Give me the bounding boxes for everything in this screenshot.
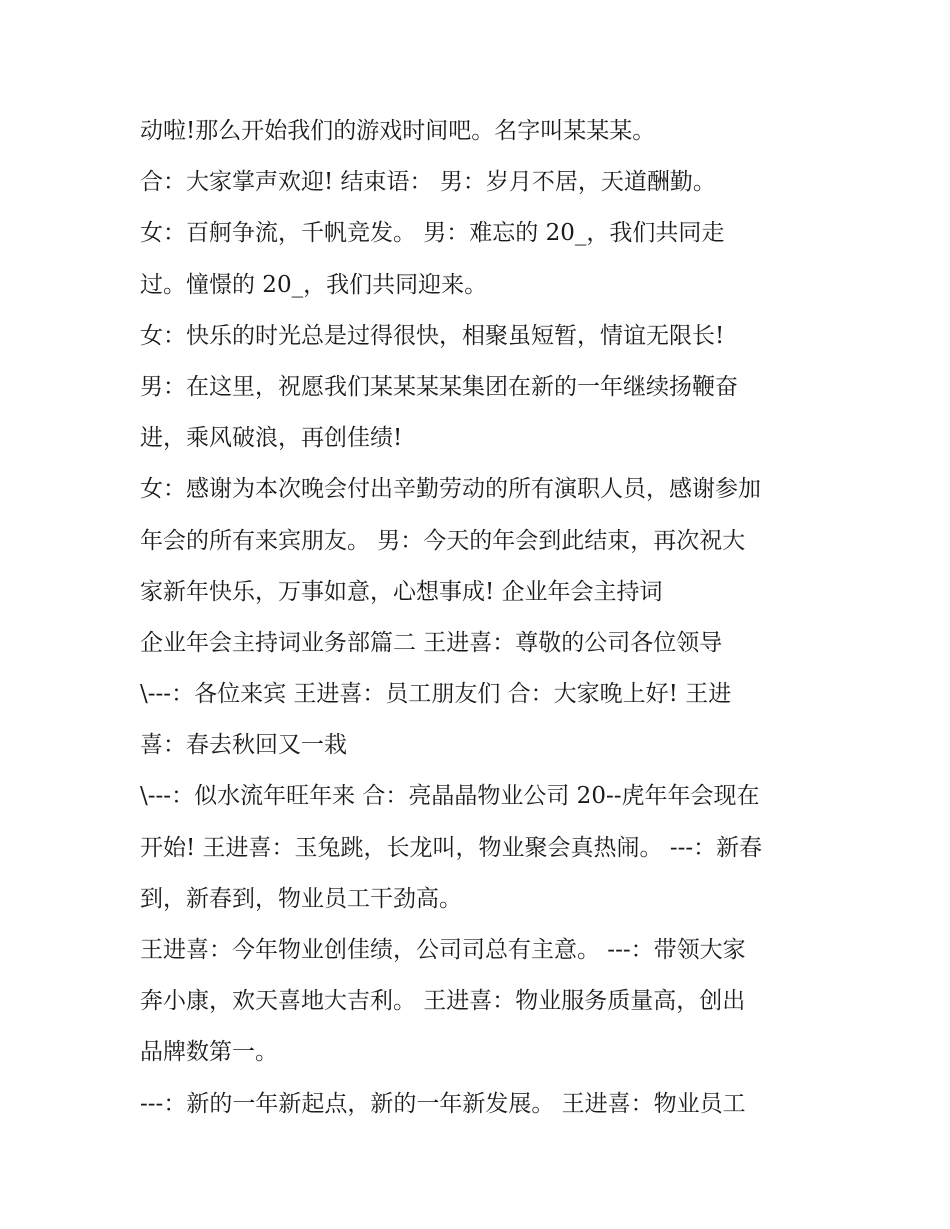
text-line: ---：新的一年新起点，新的一年新发展。 王进喜：物业员工 <box>140 1090 746 1117</box>
text-line: 奔小康，欢天喜地大吉利。 王进喜：物业服务质量高，创出 <box>140 988 746 1015</box>
text-line: 开始! 王进喜：玉兔跳，长龙叫，物业聚会真热闹。 ---：新春 <box>140 834 763 861</box>
text-line: 女：百舸争流，千帆竞发。 男：难忘的 20_，我们共同走 <box>140 220 725 247</box>
text-line: \---：各位来宾 王进喜：员工朋友们 合：大家晚上好! 王进 <box>140 681 732 708</box>
text-line: 过。憧憬的 20_，我们共同迎来。 <box>140 271 488 298</box>
text-line: 王进喜：今年物业创佳绩，公司司总有主意。 ---：带领大家 <box>140 937 746 963</box>
text-line: \---：似水流年旺年来 合：亮晶晶物业公司 20--虎年年会现在 <box>140 783 760 810</box>
text-line: 品牌数第一。 <box>140 1039 278 1066</box>
text-line: 年会的所有来宾朋友。 男：今天的年会到此结束，再次祝大 <box>140 527 746 554</box>
text-line: 企业年会主持词业务部篇二 王进喜：尊敬的公司各位领导 <box>140 629 723 656</box>
text-line: 到，新春到，物业员工干劲高。 <box>140 885 462 912</box>
document-body <box>140 106 830 1130</box>
text-line: 男：在这里，祝愿我们某某某某集团在新的一年继续扬鞭奋 <box>140 373 738 400</box>
text-line: 动啦!那么开始我们的游戏时间吧。名字叫某某某。 <box>140 118 656 144</box>
text-line: 女：快乐的时光总是过得很快，相聚虽短暂，情谊无限长! <box>140 322 725 349</box>
text-line: 进，乘风破浪，再创佳绩! <box>140 425 403 452</box>
text-line: 喜：春去秋回又一栽 <box>140 732 347 759</box>
text-line: 合：大家掌声欢迎! 结束语： 男：岁月不居，天道酬勤。 <box>140 169 716 196</box>
text-line: 女：感谢为本次晚会付出辛勤劳动的所有演职人员，感谢参加 <box>140 476 761 503</box>
text-line: 家新年快乐，万事如意，心想事成! 企业年会主持词 <box>140 578 663 605</box>
